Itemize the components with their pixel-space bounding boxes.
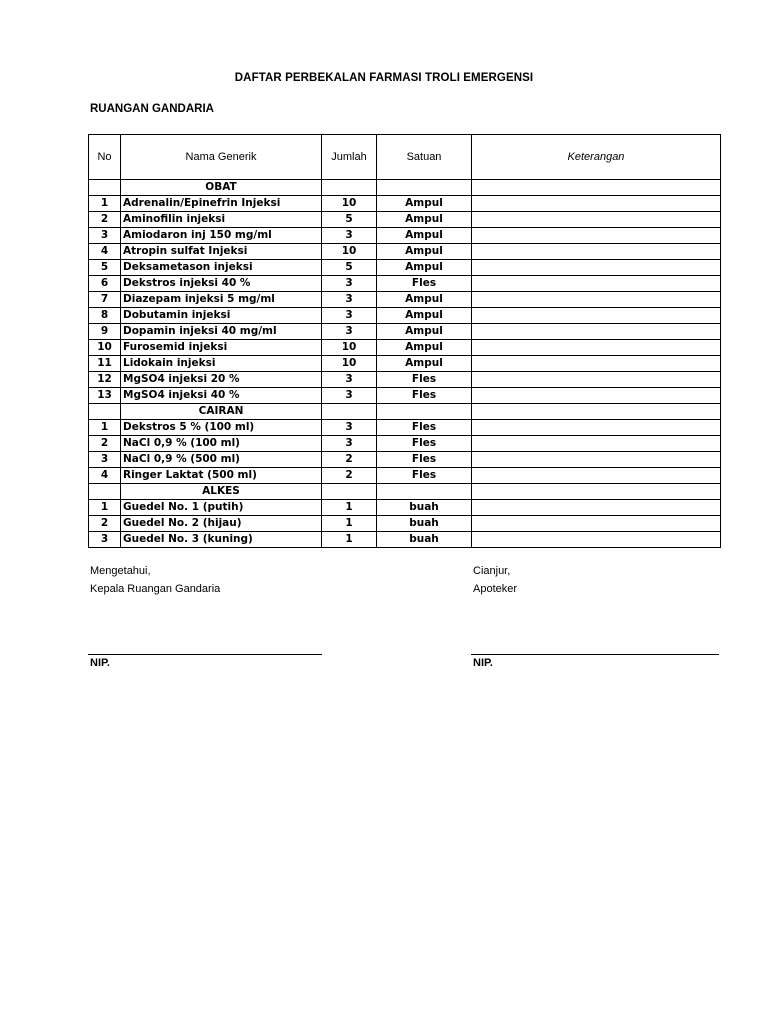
row-qty: 10 xyxy=(322,196,377,212)
section-title: OBAT xyxy=(121,180,322,196)
row-unit: Fles xyxy=(377,388,472,404)
section-unit-cell xyxy=(377,180,472,196)
row-unit: Ampul xyxy=(377,324,472,340)
row-note xyxy=(472,532,721,548)
row-name: NaCl 0,9 % (100 ml) xyxy=(121,436,322,452)
table-row xyxy=(89,244,721,260)
row-name: Dopamin injeksi 40 mg/ml xyxy=(121,324,322,340)
row-qty: 3 xyxy=(322,308,377,324)
row-unit: buah xyxy=(377,500,472,516)
row-unit: Fles xyxy=(377,436,472,452)
row-unit: Fles xyxy=(377,420,472,436)
nip-left: NIP. xyxy=(90,657,110,669)
table-row xyxy=(89,260,721,276)
row-no: 10 xyxy=(89,340,121,356)
section-no-cell xyxy=(89,180,121,196)
row-name: Guedel No. 1 (putih) xyxy=(121,500,322,516)
row-note xyxy=(472,388,721,404)
row-qty: 5 xyxy=(322,212,377,228)
row-qty: 3 xyxy=(322,388,377,404)
nip-right: NIP. xyxy=(473,657,493,669)
row-note xyxy=(472,452,721,468)
row-note xyxy=(472,436,721,452)
section-qty-cell xyxy=(322,180,377,196)
row-qty: 10 xyxy=(322,244,377,260)
row-no: 7 xyxy=(89,292,121,308)
document-title: DAFTAR PERBEKALAN FARMASI TROLI EMERGENSI xyxy=(234,72,534,84)
row-note xyxy=(472,292,721,308)
signature-left xyxy=(90,562,220,598)
row-no: 1 xyxy=(89,500,121,516)
signature-right-line1: Cianjur, xyxy=(473,565,511,577)
row-note xyxy=(472,308,721,324)
section-no-cell xyxy=(89,404,121,420)
row-name: Dekstros 5 % (100 ml) xyxy=(121,420,322,436)
section-qty-cell xyxy=(322,484,377,500)
row-qty: 2 xyxy=(322,452,377,468)
row-note xyxy=(472,500,721,516)
header-note: Keterangan xyxy=(472,135,721,180)
row-name: Lidokain injeksi xyxy=(121,356,322,372)
row-unit: Ampul xyxy=(377,212,472,228)
table-row xyxy=(89,436,721,452)
section-title: ALKES xyxy=(121,484,322,500)
row-no: 3 xyxy=(89,228,121,244)
row-no: 1 xyxy=(89,196,121,212)
row-unit: Fles xyxy=(377,452,472,468)
signature-right-line xyxy=(471,654,719,655)
row-unit: Ampul xyxy=(377,228,472,244)
table-row xyxy=(89,516,721,532)
row-unit: Ampul xyxy=(377,340,472,356)
row-qty: 1 xyxy=(322,500,377,516)
row-no: 4 xyxy=(89,244,121,260)
section-note-cell xyxy=(472,404,721,420)
signature-left-line xyxy=(88,654,322,655)
row-qty: 3 xyxy=(322,372,377,388)
signature-left-line1: Mengetahui, xyxy=(90,565,151,577)
row-name: Deksametason injeksi xyxy=(121,260,322,276)
row-unit: Fles xyxy=(377,276,472,292)
row-unit: Ampul xyxy=(377,292,472,308)
row-note xyxy=(472,340,721,356)
row-no: 11 xyxy=(89,356,121,372)
row-qty: 3 xyxy=(322,276,377,292)
row-no: 3 xyxy=(89,532,121,548)
row-qty: 3 xyxy=(322,228,377,244)
row-name: Ringer Laktat (500 ml) xyxy=(121,468,322,484)
row-qty: 5 xyxy=(322,260,377,276)
row-note xyxy=(472,276,721,292)
row-no: 8 xyxy=(89,308,121,324)
table-row xyxy=(89,340,721,356)
row-no: 5 xyxy=(89,260,121,276)
row-qty: 2 xyxy=(322,468,377,484)
header-unit: Satuan xyxy=(377,135,472,180)
row-unit: Ampul xyxy=(377,260,472,276)
row-unit: Fles xyxy=(377,372,472,388)
row-name: MgSO4 injeksi 40 % xyxy=(121,388,322,404)
section-unit-cell xyxy=(377,404,472,420)
row-unit: Fles xyxy=(377,468,472,484)
row-qty: 3 xyxy=(322,324,377,340)
row-name: Diazepam injeksi 5 mg/ml xyxy=(121,292,322,308)
section-unit-cell xyxy=(377,484,472,500)
header-no: No xyxy=(89,135,121,180)
row-unit: Ampul xyxy=(377,356,472,372)
row-unit: Ampul xyxy=(377,308,472,324)
row-note xyxy=(472,420,721,436)
row-unit: Ampul xyxy=(377,196,472,212)
row-qty: 10 xyxy=(322,340,377,356)
row-no: 9 xyxy=(89,324,121,340)
section-row xyxy=(89,484,721,500)
row-name: Aminofilin injeksi xyxy=(121,212,322,228)
row-name: Dobutamin injeksi xyxy=(121,308,322,324)
table-row xyxy=(89,212,721,228)
row-no: 12 xyxy=(89,372,121,388)
section-row xyxy=(89,404,721,420)
table-row xyxy=(89,500,721,516)
row-note xyxy=(472,212,721,228)
row-name: Guedel No. 3 (kuning) xyxy=(121,532,322,548)
row-no: 2 xyxy=(89,516,121,532)
row-no: 3 xyxy=(89,452,121,468)
row-note xyxy=(472,356,721,372)
table-row xyxy=(89,388,721,404)
table-row xyxy=(89,468,721,484)
section-title: CAIRAN xyxy=(121,404,322,420)
row-no: 1 xyxy=(89,420,121,436)
row-name: MgSO4 injeksi 20 % xyxy=(121,372,322,388)
table-row xyxy=(89,292,721,308)
row-name: Atropin sulfat Injeksi xyxy=(121,244,322,260)
row-no: 13 xyxy=(89,388,121,404)
inventory-table xyxy=(88,134,721,548)
row-name: Guedel No. 2 (hijau) xyxy=(121,516,322,532)
table-row xyxy=(89,308,721,324)
row-qty: 1 xyxy=(322,516,377,532)
section-note-cell xyxy=(472,180,721,196)
row-qty: 3 xyxy=(322,292,377,308)
row-name: NaCl 0,9 % (500 ml) xyxy=(121,452,322,468)
row-no: 2 xyxy=(89,436,121,452)
table-row xyxy=(89,276,721,292)
row-note xyxy=(472,372,721,388)
row-unit: buah xyxy=(377,532,472,548)
row-qty: 3 xyxy=(322,420,377,436)
row-name: Furosemid injeksi xyxy=(121,340,322,356)
row-note xyxy=(472,468,721,484)
row-unit: Ampul xyxy=(377,244,472,260)
table-row xyxy=(89,228,721,244)
row-no: 2 xyxy=(89,212,121,228)
row-note xyxy=(472,324,721,340)
row-no: 6 xyxy=(89,276,121,292)
section-no-cell xyxy=(89,484,121,500)
table-row xyxy=(89,532,721,548)
row-unit: buah xyxy=(377,516,472,532)
row-note xyxy=(472,244,721,260)
row-name: Dekstros injeksi 40 % xyxy=(121,276,322,292)
row-name: Adrenalin/Epinefrin Injeksi xyxy=(121,196,322,212)
table-row xyxy=(89,372,721,388)
table-row xyxy=(89,324,721,340)
section-note-cell xyxy=(472,484,721,500)
header-name: Nama Generik xyxy=(121,135,322,180)
row-qty: 1 xyxy=(322,532,377,548)
table-row xyxy=(89,196,721,212)
signature-right-line2: Apoteker xyxy=(473,583,518,595)
row-note xyxy=(472,196,721,212)
row-qty: 10 xyxy=(322,356,377,372)
table-row xyxy=(89,420,721,436)
signature-left-line2: Kepala Ruangan Gandaria xyxy=(90,583,221,595)
room-name: RUANGAN GANDARIA xyxy=(90,103,214,115)
signature-right xyxy=(473,562,517,598)
row-note xyxy=(472,260,721,276)
row-note xyxy=(472,228,721,244)
table-row xyxy=(89,356,721,372)
row-note xyxy=(472,516,721,532)
section-qty-cell xyxy=(322,404,377,420)
row-qty: 3 xyxy=(322,436,377,452)
row-no: 4 xyxy=(89,468,121,484)
row-name: Amiodaron inj 150 mg/ml xyxy=(121,228,322,244)
section-row xyxy=(89,180,721,196)
header-qty: Jumlah xyxy=(322,135,377,180)
table-row xyxy=(89,452,721,468)
table-header-row xyxy=(89,135,721,180)
